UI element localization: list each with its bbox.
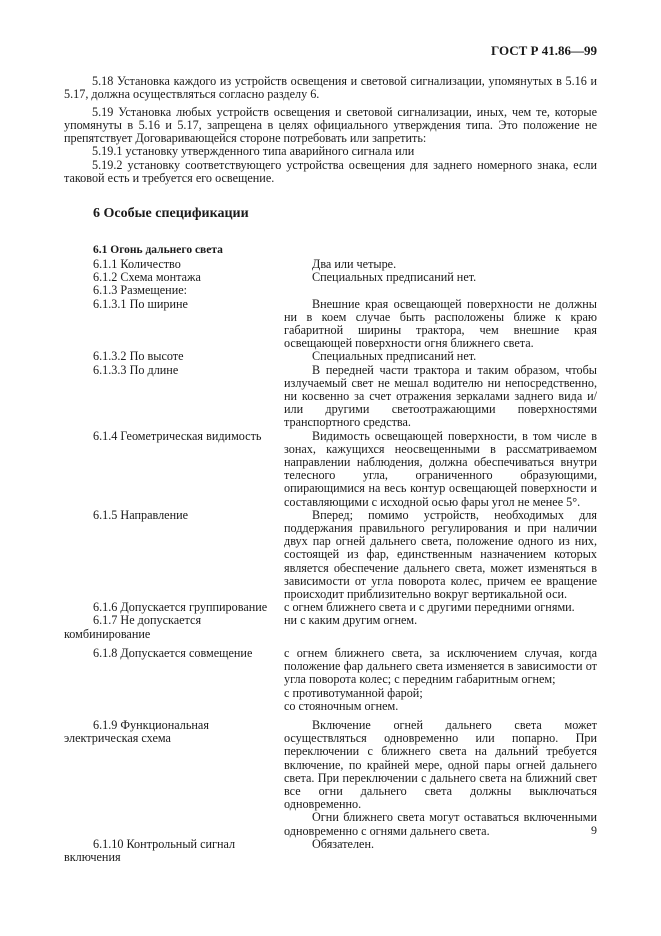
- spec-row: [64, 364, 597, 430]
- spec-label: 6.1.10 Контрольный сигнал включения: [64, 836, 236, 864]
- paragraph-5-19-2: 5.19.2 установку соответствующего устройства освещения для заднего номерного знака, если таковой есть и требуется его освещение.: [64, 158, 597, 186]
- spec-row: [64, 350, 597, 363]
- spec-value: Видимость освещающей поверхности, в том числе в зонах, кажущихся неосвещенными в рассматриваемом направлении наблюдения, должна обеспечиваться внутри телесного угла, ограниченного образующими, опирающимися на весь контур освещающей поверхности и составляющими с исходной осью фары угол не менее 5°.: [284, 428, 597, 509]
- spec-row: [64, 647, 597, 713]
- subsection-title: 6.1 Огонь дальнего света: [93, 244, 223, 256]
- spec-row: [64, 298, 597, 351]
- spec-value: [284, 647, 597, 713]
- spec-label: 6.1.8 Допускается совмещение: [93, 645, 253, 660]
- spec-label: 6.1.9 Функциональная электрическая схема: [64, 717, 209, 746]
- spec-value-line: Включение огней дальнего света может осуществляться одновременно или попарно. При переключении с ближнего света на дальний требуется включение, по крайней мере, одной пары огней дальнего света. При переключении с дальнего света на ближний свет все огни дальнего света должны выключаться одновременно.: [284, 717, 597, 812]
- spec-value-line: с противотуманной фарой;: [284, 685, 423, 700]
- spec-label: 6.1.4 Геометрическая видимость: [93, 428, 262, 443]
- spec-value: ни с каким другим огнем.: [284, 613, 418, 628]
- spec-value: с огнем ближнего света и с другими передними огнями.: [284, 600, 575, 615]
- spec-label: 6.1.3.2 По высоте: [93, 349, 184, 364]
- spec-label: 6.1.2 Схема монтажа: [93, 270, 201, 285]
- spec-value: В передней части трактора и таким образом, чтобы излучаемый свет не мешал водителю ни непосредственно, ни косвенно за счет отражения зеркалами заднего вида и/или другими светоотражающими поверхностями транспортного средства.: [284, 362, 597, 430]
- spec-value: [284, 719, 597, 838]
- page-number: 9: [591, 822, 597, 837]
- spec-label: 6.1.6 Допускается группирование: [93, 600, 268, 615]
- spec-row: [64, 284, 597, 297]
- spec-value: Внешние края освещающей поверхности не должны ни в коем случае быть расположены ближе к краю габаритной ширины трактора, чем внешние края освещающей поверхности огня ближнего света.: [284, 296, 597, 351]
- paragraph-5-18: 5.18 Установка каждого из устройств освещения и световой сигнализации, упомянутых в 5.16 и 5.17, должна осуществляться согласно разделу 6.: [64, 74, 597, 102]
- spec-value-line: с огнем ближнего света, за исключением случая, когда положение фар дальнего света изменяется в зависимости от угла поворота колес; с передним габаритным огнем;: [284, 645, 597, 687]
- spec-value: Вперед; помимо устройств, необходимых для поддержания правильного регулирования и при наличии двух пар огней дальнего света, положение одного из них, состоящей из фар, единственным назначением которых является обеспечение дальнего света, может изменяться в зависимости от угла поворота колес, причем ее вращение происходит приблизительно вокруг вертикальной оси.: [284, 507, 597, 602]
- spec-label: 6.1.3.3 По длине: [93, 362, 179, 377]
- spec-label: 6.1.7 Не допускается комбинирование: [64, 613, 202, 641]
- section-title: 6 Особые спецификации: [93, 206, 249, 221]
- spec-label: 6.1.5 Направление: [93, 507, 189, 522]
- spec-value: Специальных предписаний нет.: [312, 270, 477, 285]
- paragraph-5-19-1: 5.19.1 установку утвержденного типа аварийного сигнала или: [92, 144, 415, 158]
- spec-row: [64, 838, 597, 864]
- spec-row: [64, 509, 597, 601]
- spec-row: [64, 430, 597, 509]
- spec-row: [64, 614, 597, 640]
- document-header: ГОСТ Р 41.86—99: [491, 43, 597, 58]
- paragraph-5-19: 5.19 Установка любых устройств освещения и световой сигнализации, иных, чем те, которые упомянуты в 5.16 и 5.17, запрещена в целях официального утверждения типа. Это положение не препятствует Договаривающейся стороне потребовать или запретить:: [64, 105, 597, 146]
- spec-label: 6.1.3 Размещение:: [93, 283, 188, 298]
- spec-label: 6.1.3.1 По ширине: [93, 296, 188, 311]
- spec-table: [64, 258, 597, 864]
- spec-row: [64, 719, 597, 838]
- spec-value-line: со стояночным огнем.: [284, 698, 399, 713]
- spec-value: Два или четыре.: [312, 257, 397, 271]
- spec-value-line: Огни ближнего света могут оставаться включенными одновременно с огнями дальнего света.: [284, 810, 597, 838]
- spec-value: Специальных предписаний нет.: [312, 349, 477, 364]
- spec-label: 6.1.1 Количество: [93, 257, 181, 271]
- spec-value: Обязателен.: [312, 836, 375, 851]
